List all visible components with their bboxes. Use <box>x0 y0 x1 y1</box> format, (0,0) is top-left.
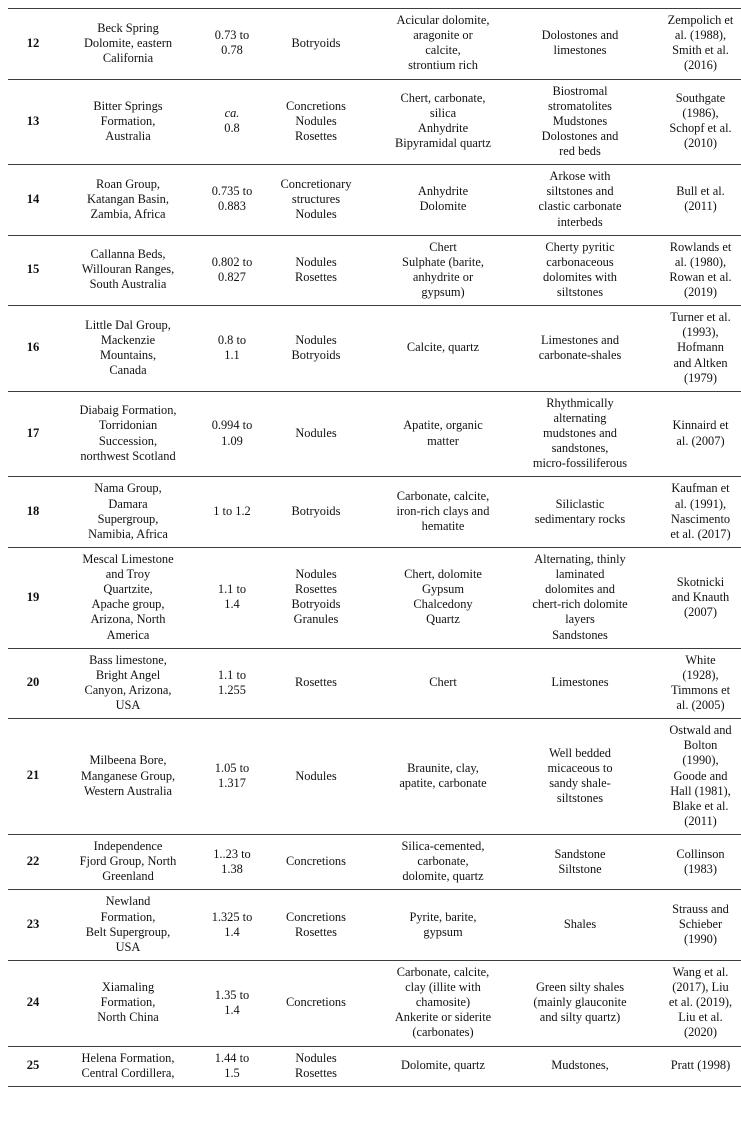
cell-references: Zempolich et al. (1988), Smith et al. (2016) <box>640 9 741 80</box>
table-row <box>8 648 741 719</box>
age-circa-prefix: ca. <box>224 106 240 121</box>
cell-number: 14 <box>8 165 58 236</box>
cell-mineralogy: Apatite, organic matter <box>366 391 520 477</box>
cell-age: 1..23 to 1.38 <box>198 835 266 890</box>
cell-age: 1.325 to 1.4 <box>198 890 266 961</box>
cell-morphology: Concretions <box>266 835 366 890</box>
cell-number: 19 <box>8 547 58 648</box>
cell-mineralogy: Anhydrite Dolomite <box>366 165 520 236</box>
cell-host-rock: Limestones and carbonate-shales <box>520 306 640 392</box>
cell-references: Skotnicki and Knauth (2007) <box>640 547 741 648</box>
cell-host-rock: Biostromal stromatolites Mudstones Dolostones and red beds <box>520 79 640 165</box>
cell-morphology: Nodules Botryoids <box>266 306 366 392</box>
table-row <box>8 547 741 648</box>
table-row <box>8 835 741 890</box>
cell-mineralogy: Chert <box>366 648 520 719</box>
cell-age: 1.05 to 1.317 <box>198 719 266 835</box>
cell-references: Ostwald and Bolton (1990), Goode and Hall (1981), Blake et al. (2011) <box>640 719 741 835</box>
table-row <box>8 391 741 477</box>
cell-references: Strauss and Schieber (1990) <box>640 890 741 961</box>
cell-host-rock: Arkose with siltstones and clastic carbonate interbeds <box>520 165 640 236</box>
cell-locality: Milbeena Bore, Manganese Group, Western Australia <box>58 719 198 835</box>
cell-mineralogy: Chert, carbonate, silica Anhydrite Bipyramidal quartz <box>366 79 520 165</box>
cell-locality: Nama Group, Damara Supergroup, Namibia, Africa <box>58 477 198 548</box>
cell-mineralogy: Calcite, quartz <box>366 306 520 392</box>
cell-locality: Little Dal Group, Mackenzie Mountains, Canada <box>58 306 198 392</box>
cell-references: Kaufman et al. (1991), Nascimento et al. (2017) <box>640 477 741 548</box>
cell-references: Southgate (1986), Schopf et al. (2010) <box>640 79 741 165</box>
cell-age: 0.802 to 0.827 <box>198 235 266 306</box>
table-body <box>8 9 741 1087</box>
cell-mineralogy: Acicular dolomite, aragonite or calcite, strontium rich <box>366 9 520 80</box>
cell-age: 1.35 to 1.4 <box>198 960 266 1046</box>
cell-host-rock: Rhythmically alternating mudstones and sandstones, micro-fossiliferous <box>520 391 640 477</box>
cell-morphology: Nodules Rosettes <box>266 1046 366 1086</box>
table-row <box>8 306 741 392</box>
cell-locality: Independence Fjord Group, North Greenland <box>58 835 198 890</box>
cell-morphology: Nodules Rosettes <box>266 235 366 306</box>
cell-mineralogy: Chert, dolomite Gypsum Chalcedony Quartz <box>366 547 520 648</box>
cell-age: ca. 0.8 <box>198 79 266 165</box>
cell-mineralogy: Pyrite, barite, gypsum <box>366 890 520 961</box>
cell-age: 0.994 to 1.09 <box>198 391 266 477</box>
cell-references: Pratt (1998) <box>640 1046 741 1086</box>
cell-references: Bull et al. (2011) <box>640 165 741 236</box>
cell-number: 13 <box>8 79 58 165</box>
cell-host-rock: Sandstone Siltstone <box>520 835 640 890</box>
cell-morphology: Concretionary structures Nodules <box>266 165 366 236</box>
cell-host-rock: Dolostones and limestones <box>520 9 640 80</box>
cell-host-rock: Cherty pyritic carbonaceous dolomites with siltstones <box>520 235 640 306</box>
cell-age: 0.8 to 1.1 <box>198 306 266 392</box>
cell-locality: Callanna Beds, Willouran Ranges, South Australia <box>58 235 198 306</box>
cell-morphology: Nodules Rosettes Botryoids Granules <box>266 547 366 648</box>
cell-references: Rowlands et al. (1980), Rowan et al. (2019) <box>640 235 741 306</box>
table-row <box>8 477 741 548</box>
cell-host-rock: Siliclastic sedimentary rocks <box>520 477 640 548</box>
cell-number: 12 <box>8 9 58 80</box>
cell-number: 15 <box>8 235 58 306</box>
cell-host-rock: Alternating, thinly laminated dolomites and chert-rich dolomite layers Sandstones <box>520 547 640 648</box>
cell-age: 1.44 to 1.5 <box>198 1046 266 1086</box>
cell-number: 20 <box>8 648 58 719</box>
cell-locality: Helena Formation, Central Cordillera, <box>58 1046 198 1086</box>
table-row <box>8 890 741 961</box>
cell-host-rock: Limestones <box>520 648 640 719</box>
cell-number: 25 <box>8 1046 58 1086</box>
cell-morphology: Nodules <box>266 391 366 477</box>
table-row <box>8 719 741 835</box>
cell-age: 1.1 to 1.255 <box>198 648 266 719</box>
table-row <box>8 79 741 165</box>
cell-morphology: Botryoids <box>266 9 366 80</box>
cell-locality: Mescal Limestone and Troy Quartzite, Apache group, Arizona, North America <box>58 547 198 648</box>
cell-references: Wang et al. (2017), Liu et al. (2019), Liu et al. (2020) <box>640 960 741 1046</box>
cell-mineralogy: Carbonate, calcite, iron-rich clays and hematite <box>366 477 520 548</box>
cell-locality: Beck Spring Dolomite, eastern California <box>58 9 198 80</box>
cell-locality: Xiamaling Formation, North China <box>58 960 198 1046</box>
cell-number: 17 <box>8 391 58 477</box>
cell-number: 21 <box>8 719 58 835</box>
cell-morphology: Concretions Rosettes <box>266 890 366 961</box>
table-row <box>8 165 741 236</box>
cell-locality: Newland Formation, Belt Supergroup, USA <box>58 890 198 961</box>
cell-age: 1.1 to 1.4 <box>198 547 266 648</box>
table-row <box>8 235 741 306</box>
cell-references: Collinson (1983) <box>640 835 741 890</box>
cell-number: 24 <box>8 960 58 1046</box>
cell-mineralogy: Silica-cemented, carbonate, dolomite, quartz <box>366 835 520 890</box>
cell-mineralogy: Carbonate, calcite, clay (illite with chamosite) Ankerite or siderite (carbonates) <box>366 960 520 1046</box>
cell-host-rock: Well bedded micaceous to sandy shale- siltstones <box>520 719 640 835</box>
cell-mineralogy: Dolomite, quartz <box>366 1046 520 1086</box>
cell-references: White (1928), Timmons et al. (2005) <box>640 648 741 719</box>
cell-locality: Bass limestone, Bright Angel Canyon, Arizona, USA <box>58 648 198 719</box>
cell-morphology: Rosettes <box>266 648 366 719</box>
table-row <box>8 960 741 1046</box>
cell-references: Kinnaird et al. (2007) <box>640 391 741 477</box>
cell-references: Turner et al. (1993), Hofmann and Altken (1979) <box>640 306 741 392</box>
cell-locality: Diabaig Formation, Torridonian Succession, northwest Scotland <box>58 391 198 477</box>
cell-morphology: Concretions <box>266 960 366 1046</box>
cell-age: 0.735 to 0.883 <box>198 165 266 236</box>
table-row <box>8 9 741 80</box>
cell-morphology: Botryoids <box>266 477 366 548</box>
cell-host-rock: Mudstones, <box>520 1046 640 1086</box>
cell-number: 16 <box>8 306 58 392</box>
cell-age: 1 to 1.2 <box>198 477 266 548</box>
cell-mineralogy: Braunite, clay, apatite, carbonate <box>366 719 520 835</box>
cell-locality: Bitter Springs Formation, Australia <box>58 79 198 165</box>
cell-host-rock: Green silty shales (mainly glauconite and silty quartz) <box>520 960 640 1046</box>
cell-number: 23 <box>8 890 58 961</box>
cell-age: 0.73 to 0.78 <box>198 9 266 80</box>
cell-number: 18 <box>8 477 58 548</box>
table-row <box>8 1046 741 1086</box>
cell-host-rock: Shales <box>520 890 640 961</box>
cell-morphology: Concretions Nodules Rosettes <box>266 79 366 165</box>
cell-morphology: Nodules <box>266 719 366 835</box>
cell-locality: Roan Group, Katangan Basin, Zambia, Africa <box>58 165 198 236</box>
cell-number: 22 <box>8 835 58 890</box>
occurrences-table <box>8 8 741 1087</box>
cell-mineralogy: Chert Sulphate (barite, anhydrite or gypsum) <box>366 235 520 306</box>
